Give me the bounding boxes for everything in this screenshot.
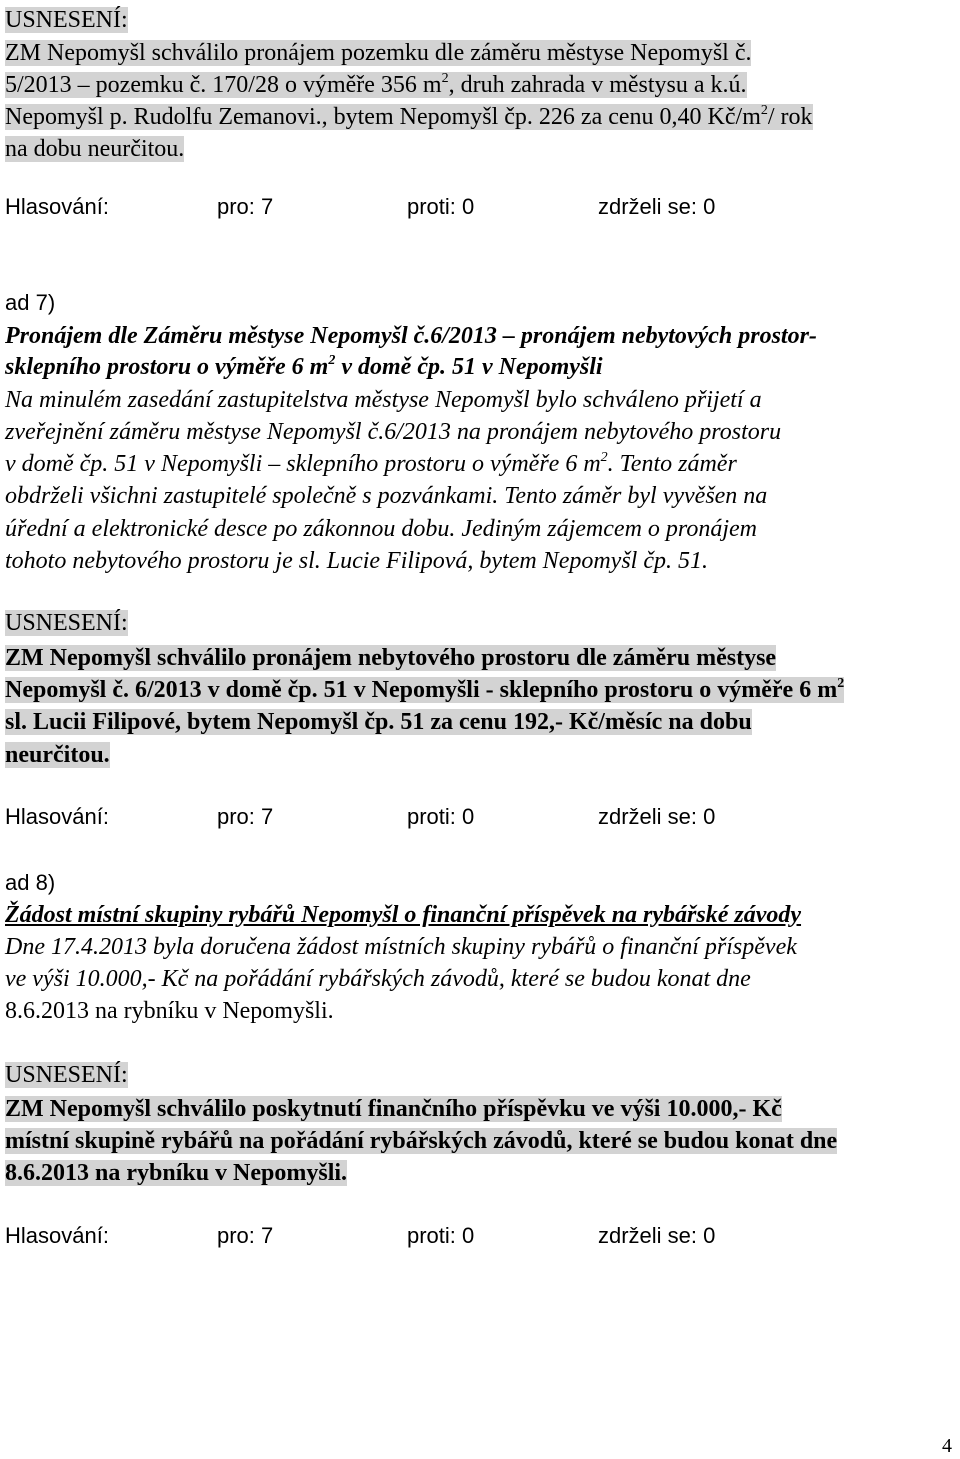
resolution-line: ZM Nepomyšl schválilo poskytnutí finančního příspěvku ve výši 10.000,- Kč (5, 1096, 782, 1122)
agenda-item-title: Žádost místní skupiny rybářů Nepomyšl o finanční příspěvek na rybářské závody (5, 902, 802, 928)
paragraph-line: ve výši 10.000,- Kč na pořádání rybářských závodů, které se budou konat dne (5, 966, 751, 992)
vote-row (5, 802, 905, 832)
paragraph-line: zveřejnění záměru městyse Nepomyšl č.6/2013 na pronájem nebytového prostoru (5, 419, 782, 445)
resolution-line: ZM Nepomyšl schválilo pronájem pozemku dle záměru městyse Nepomyšl č. (5, 40, 752, 66)
vote-proti: proti: 0 (407, 194, 475, 219)
page-number: 4 (942, 1435, 952, 1457)
agenda-item-number: ad 7) (5, 290, 56, 315)
resolution-line: místní skupině rybářů na pořádání rybářských závodů, které se budou konat dne (5, 1128, 838, 1154)
vote-pro: pro: 7 (217, 1223, 274, 1248)
resolution-line: 8.6.2013 na rybníku v Nepomyšli. (5, 1160, 348, 1186)
resolution-line: sl. Lucii Filipové, bytem Nepomyšl čp. 51 za cenu 192,- Kč/měsíc na dobu (5, 709, 752, 735)
paragraph-line: úřední a elektronické desce po zákonnou dobu. Jediným zájemcem o pronájem (5, 516, 758, 542)
resolution-line: 5/2013 – pozemku č. 170/28 o výměře 356 $m^2$, druh zahrada v městysu a k.ú. (5, 71, 747, 98)
vote-zdrzeli: zdrželi se: 0 (598, 804, 716, 829)
resolution-heading: USNESENÍ: (5, 7, 128, 33)
vote-zdrzeli: zdrželi se: 0 (598, 1223, 716, 1248)
vote-label: Hlasování: (5, 194, 109, 219)
vote-label: Hlasování: (5, 804, 109, 829)
resolution-line: Nepomyšl č. 6/2013 v domě čp. 51 v Nepomyšli - sklepního prostoru o výměře 6 $m^2$ (5, 676, 845, 703)
resolution-line: neurčitou. (5, 742, 110, 768)
resolution-line: Nepomyšl p. Rudolfu Zemanovi., bytem Nepomyšl čp. 226 za cenu 0,40 $Kč/m^2/$ rok (5, 103, 813, 130)
agenda-item-title: Pronájem dle Záměru městyse Nepomyšl č.6/2013 – pronájem nebytových prostor- (5, 323, 817, 349)
paragraph-line: obdrželi všichni zastupitelé společně s pozvánkami. Tento záměr byl vyvěšen na (5, 483, 768, 509)
vote-label: Hlasování: (5, 1223, 109, 1248)
vote-proti: proti: 0 (407, 804, 475, 829)
resolution-heading: USNESENÍ: (5, 1062, 128, 1088)
paragraph-line: tohoto nebytového prostoru je sl. Lucie Filipová, bytem Nepomyšl čp. 51. (5, 548, 708, 574)
agenda-item-title: sklepního prostoru o výměře 6 $m^2$ v domě čp. 51 v Nepomyšli (5, 353, 603, 380)
resolution-line: ZM Nepomyšl schválilo pronájem nebytového prostoru dle záměru městyse (5, 645, 777, 671)
resolution-line: na dobu neurčitou. (5, 136, 185, 162)
vote-pro: pro: 7 (217, 804, 274, 829)
paragraph-line: v domě čp. 51 v Nepomyšli – sklepního prostoru o výměře 6 $m^2$. Tento záměr (5, 450, 737, 477)
vote-proti: proti: 0 (407, 1223, 475, 1248)
vote-pro: pro: 7 (217, 194, 274, 219)
vote-zdrzeli: zdrželi se: 0 (598, 194, 716, 219)
paragraph-line: Na minulém zasedání zastupitelstva městyse Nepomyšl bylo schváleno přijetí a (5, 387, 762, 413)
paragraph-line: 8.6.2013 na rybníku v Nepomyšli. (5, 998, 334, 1024)
agenda-item-number: ad 8) (5, 870, 56, 895)
resolution-heading: USNESENÍ: (5, 610, 128, 636)
paragraph-line: Dne 17.4.2013 byla doručena žádost místních skupiny rybářů o finanční příspěvek (5, 934, 797, 960)
vote-row (5, 192, 905, 222)
vote-row (5, 1221, 905, 1251)
